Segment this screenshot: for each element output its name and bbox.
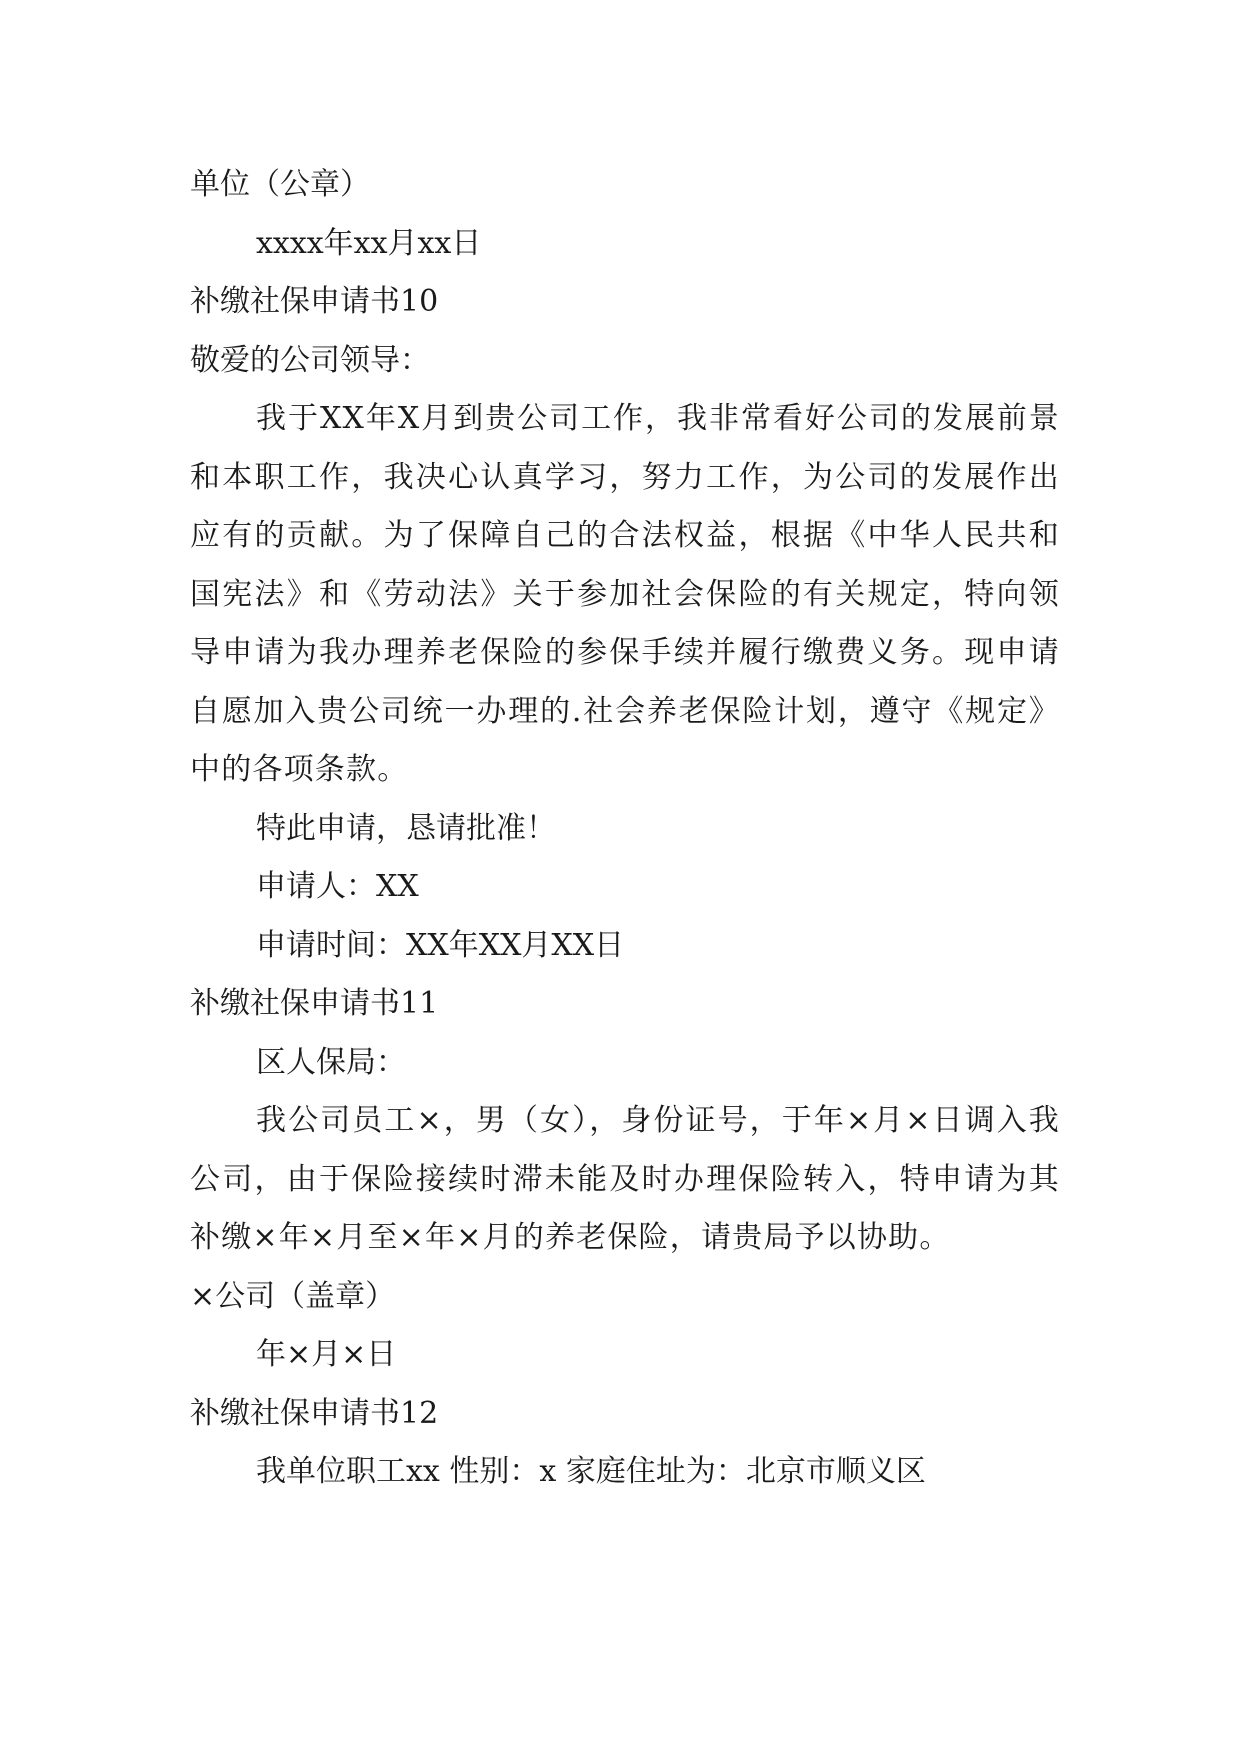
addressee-line: 区人保局： bbox=[256, 1044, 406, 1080]
body-paragraph-11: 我公司员工×，男（女），身份证号，于年×月×日调入我公司，由于保险接续时滞未能及时办理保险转入，特申请为其补缴×年×月至×年×月的养老保险，请贵局予以协助。 bbox=[190, 1103, 1061, 1255]
date-line-11: 年×月×日 bbox=[256, 1337, 397, 1372]
unit-seal-line: 单位（公章） bbox=[190, 167, 370, 202]
body-paragraph-12-start: 我单位职工xx 性别：x 家庭住址为：北京市顺义区 bbox=[256, 1454, 926, 1489]
salutation: 敬爱的公司领导： bbox=[190, 342, 430, 378]
section-title-11: 补缴社保申请书11 bbox=[190, 986, 439, 1021]
application-date-line: 申请时间：XX年XX月XX日 bbox=[256, 927, 625, 963]
document-body bbox=[190, 156, 1060, 1502]
company-seal-line: ×公司（盖章） bbox=[190, 1278, 396, 1314]
section-title-10: 补缴社保申请书10 bbox=[190, 284, 439, 319]
section-title-12: 补缴社保申请书12 bbox=[190, 1395, 439, 1431]
date-line: xxxx年xx月xx日 bbox=[256, 225, 482, 261]
closing-request: 特此申请，恳请批准！ bbox=[256, 810, 556, 846]
applicant-line: 申请人：XX bbox=[256, 869, 419, 904]
body-paragraph-10: 我于XX年X月到贵公司工作，我非常看好公司的发展前景和本职工作，我决心认真学习，努力工作，为公司的发展作出应有的贡献。为了保障自己的合法权益，根据《中华人民共和国宪法》和《劳动法》关于参加社会保险的有关规定，特向领导申请为我办理养老保险的参保手续并履行缴费义务。现申请自愿加入贵公司统一办理的.社会养老保险计划，遵守《规定》中的各项条款。 bbox=[190, 401, 1060, 787]
